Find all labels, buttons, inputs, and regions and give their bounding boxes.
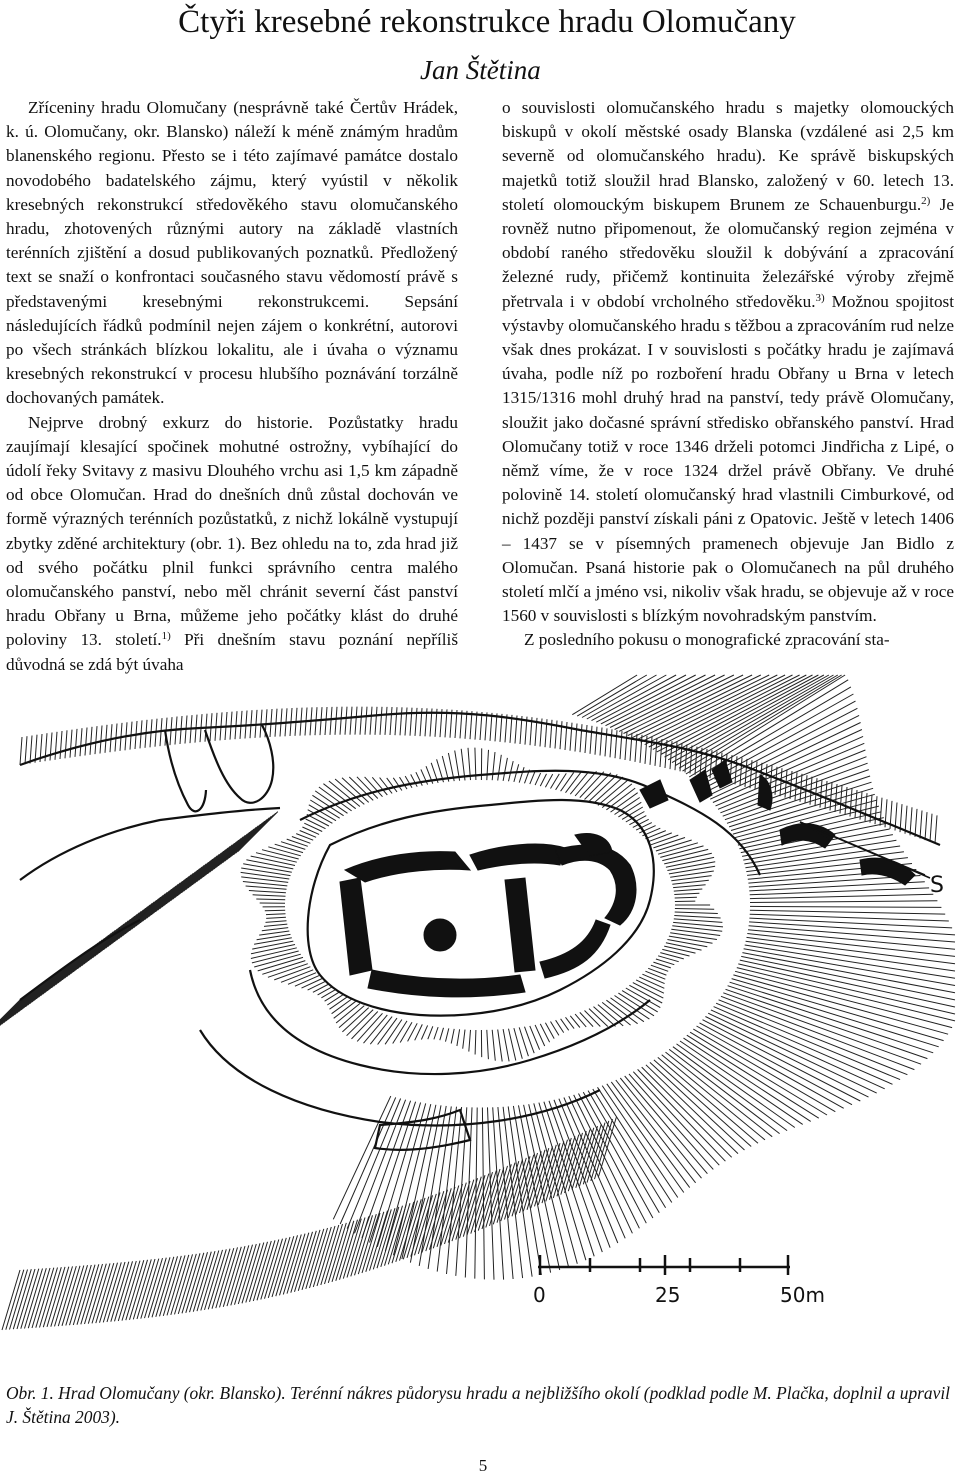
page-number: 5 (478, 1456, 488, 1475)
right-paragraph-1-text-a: o souvislosti olomučanského hradu s majetky olomouckých biskupů v okolí městské osady Blanska (vzdálené asi 2,5 km severně od olomučanského hradu). Ke správě biskupských majetků totiž sloužil hrad Blansko, založený v 60. letech 13. století olomouckým biskupem Brunem ze Schauenburgu. (502, 98, 954, 214)
figure-caption: Obr. 1. Hrad Olomučany (okr. Blansko). Terénní nákres půdorysu hradu a nejbližšího okolí (podklad podle M. Plačka, doplnil a upravil J. Štětina 2003). (6, 1383, 950, 1427)
left-paragraph-2-text-b: Při dnešním stavu poznání nepříliš důvodná se zdá být úvaha (6, 630, 459, 674)
scale-label-25: 25 (655, 1283, 681, 1307)
left-paragraph-2 (6, 411, 458, 677)
terrain-hachures (0, 675, 955, 1330)
scale-label-50m: 50m (780, 1283, 825, 1307)
footnote-ref-1[interactable]: 1) (161, 630, 171, 643)
scale-label-0: 0 (533, 1283, 546, 1307)
right-paragraph-1-text-b: Je rovněž nutno připomenout, že olomučanský region zejména v období raného středověku sloužil k dobývání a zpracování železné rudy, přičemž kontinuita železářské výroby zřejmě přetrvala i v období vrcholného středověku. (502, 194, 954, 311)
left-paragraph-1: Zříceniny hradu Olomučany (nesprávně také Čertův Hrádek, k. ú. Olomučany, okr. Blansko) náleží k méně známým hradům blanenského regionu. Přesto se i této zajímavé památce dostalo novodobého badatelského zájmu, který vyústil v několik kresebných rekonstrukcí středověkého stavu olomučanského hradu, zhotovených různými autory na základě vlastních terénních zjištění a dosud publikovaných poznatků. Předložený text se snaží o konfrontaci současného stavu vědomostí právě s představenými kresebnými rekonstrukcemi. Sepsání následujících řádků podmínil nejen zájem o konkrétní, autorovi po všech stránkách blízkou lokalitu, ale i úvaha o významu kresebných rekonstrukcí v procesu hlubšího poznávání torzálně dochovaných památek. (6, 98, 458, 408)
right-paragraph-1-text-c: Možnou spojitost výstavby olomučanského hradu s těžbou a zpracováním rud nelze však dnes prokázat. I v souvislosti s počátky hradu je zajímavá úvaha, podle níž po rozboření hradu Obřany u Brna v letech 1315/1316 mohl druhý hrad na panství, tedy právě Olomučany, sloužit jako dočasné správní středisko obřanského panství. Hrad Olomučany totiž v roce 1346 drželi potomci Jindřicha z Lipé, o němž víme, že v roce 1324 držel právě Obřany. Ve druhé polovině 14. století olomučanský hrad vlastnili Cimburkové, od nichž později panství získali páni z Opatovic. Ještě v letech 1406 – 1437 se v písemných pramenech objevuje Jan Bidlo z Olomučan. Psaná historie pak o Olomučanech na půl druhého století mlčí a jméno vsi, nikoliv však hradu, se objevuje až v roce 1560 v souvislosti s blízkým novohradským panstvím. (502, 291, 954, 626)
footnote-ref-3[interactable]: 3) (815, 291, 825, 304)
footnote-ref-2[interactable]: 2) (921, 194, 931, 207)
left-column (6, 96, 458, 677)
castle-plan-figure (0, 670, 960, 1370)
right-paragraph-2: Z posledního pokusu o monografické zpracování sta- (524, 630, 890, 650)
right-paragraph-1 (502, 96, 954, 628)
article-title: Čtyři kresebné rekonstrukce hradu Olomučany (178, 4, 796, 40)
castle-plan-drawing (0, 670, 960, 1370)
north-label: S (930, 873, 944, 898)
right-column (502, 96, 954, 653)
left-paragraph-2-text-a: Nejprve drobný exkurz do historie. Pozůstatky hradu zaujímají klesající spočinek mohutné ostrožny, vybíhající do údolí řeky Svitavy z masivu Dlouhého vrchu asi 1,5 km západně od obce Olomučan. Hrad do dnešních dnů zůstal dochován ve formě výrazných terénních pozůstatků, z nichž lokálně vystupují zbytky zděné architektury (obr. 1). Bez ohledu na to, zda hrad již od svého počátku plnil funkci správního centra malého olomučanského panství, nebo měl chránit severní část panství hradu Obřany u Brna, můžeme jeho počátky klást do druhé poloviny 13. století. (6, 412, 458, 650)
article-author: Jan Štětina (420, 55, 541, 85)
